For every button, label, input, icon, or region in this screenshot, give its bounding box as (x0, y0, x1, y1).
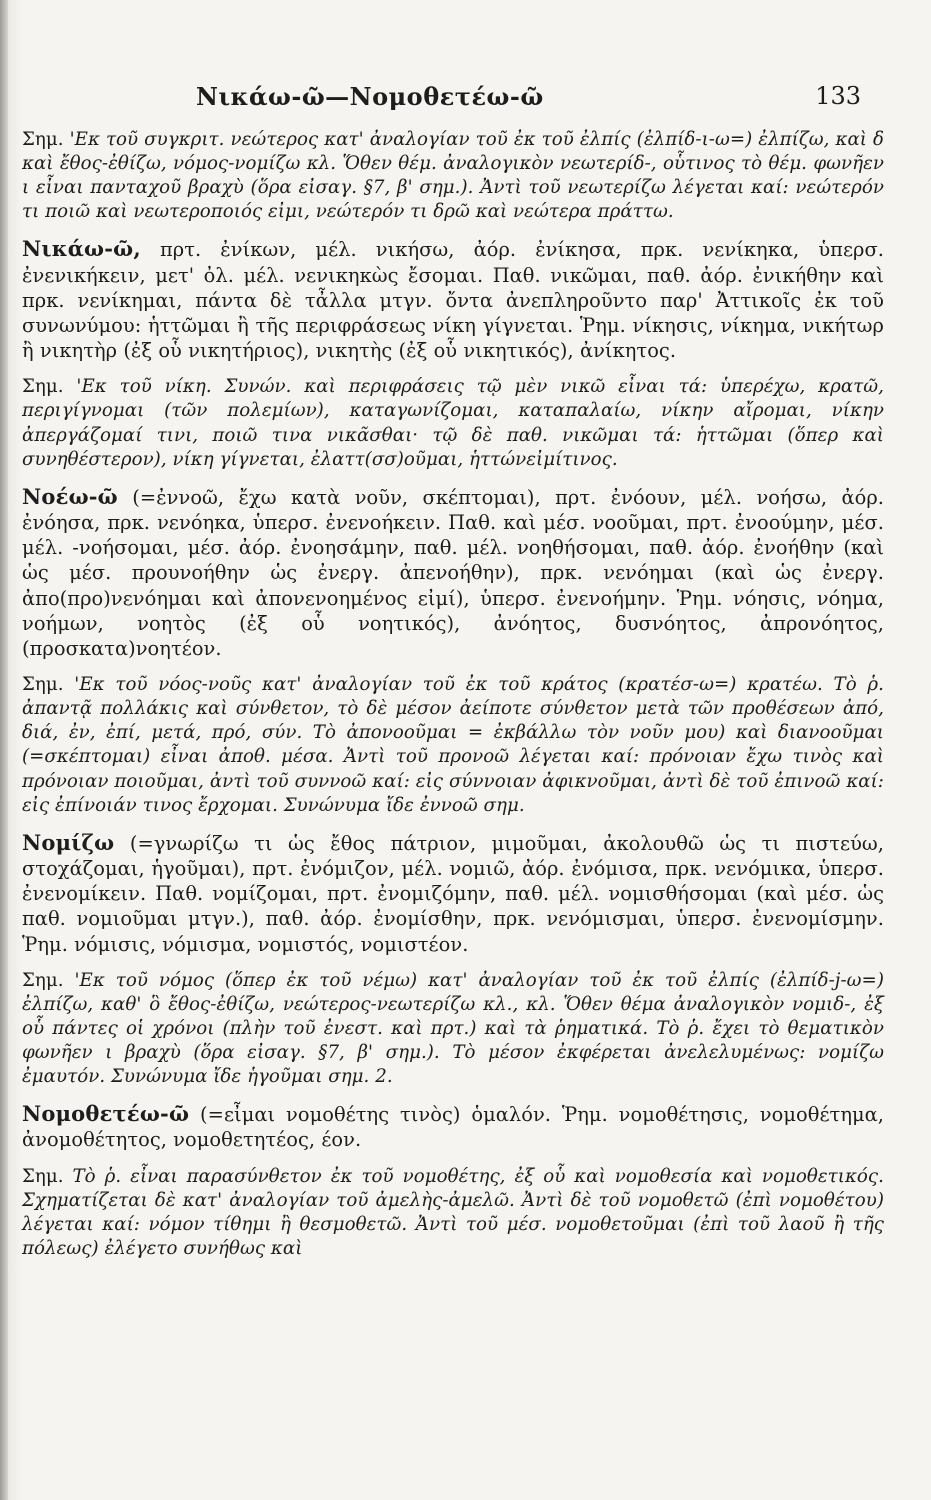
dictionary-content (22, 128, 884, 1273)
note-paragraph (22, 1165, 884, 1261)
note-paragraph (22, 673, 884, 818)
note-lead: Σημ. (22, 674, 64, 696)
running-title: Νικάω-ῶ—Νομοθετέω-ῶ (196, 82, 544, 111)
note-lead: Σημ. (22, 969, 64, 991)
entry-text: (=εἶμαι νομοθέτης τινὸς) ὁμαλόν. Ῥημ. νομοθέτησις, νομοθέτημα, ἀνομοθέτητος, νομοθετητέος, έον. (22, 1103, 884, 1152)
note-text: 'Εκ τοῦ νίκη. Συνών. καὶ περιφράσεις τῷ μὲν νικῶ εἶναι τά: ὑπερέχω, κρατῶ, περιγίγνομαι (τῶν πολεμίων), καταγωνίζομαι, καταπαλαίω, νίκην αἴρομαι, νίκην ἀπεργάζομαί τινι, ποιῶ τινα νικᾶσθαι· τῷ δὲ παθ. νικῶμαι τά: ἡττῶμαι (ὅπερ καὶ συνηθέστερον), νίκη γίγνεται, ἐλαττ(σσ)οῦμαι, ἡττώνεἰμίτινος. (22, 376, 884, 470)
note-paragraph (22, 375, 884, 471)
dictionary-entry (22, 830, 884, 957)
note-paragraph (22, 969, 884, 1089)
note-text: 'Εκ τοῦ συγκριτ. νεώτερος κατ' ἀναλογίαν τοῦ ἐκ τοῦ ἐλπίς (ἐλπίδ-ι-ω=) ἐλπίζω, καὶ δ καὶ ἔθος-ἐθίζω, νόμος-νομίζω κλ. Ὅθεν θέμ. ἀναλογικὸν νεωτερίδ-, οὗτινος τὸ θέμ. φωνῆεν ι εἶναι πανταχοῦ βραχὺ (ὅρα εἰσαγ. §7, β' σημ.). Ἀντὶ τοῦ νεωτερίζω λέγεται καί: νεώτερόν τι ποιῶ καὶ νεωτεροποιός εἰμι, νεώτερόν τι δρῶ καὶ νεώτερα πράττω. (22, 129, 884, 223)
entry-headword: Νικάω-ῶ, (22, 236, 141, 262)
note-lead: Σημ. (22, 376, 64, 398)
page-number: 133 (815, 82, 861, 110)
note-paragraph (22, 128, 884, 224)
note-lead: Σημ. (22, 1165, 64, 1187)
note-lead: Σημ. (22, 129, 64, 150)
dictionary-entry (22, 236, 884, 363)
entry-headword: Νομοθετέω-ῶ (22, 1101, 190, 1127)
entry-text: (=ἐννοῶ, ἔχω κατὰ νοῦν, σκέπτομαι), πρτ. ἐνόουν, μέλ. νοήσω, ἀόρ. ἐνόησα, πρκ. νενόηκα, ὑπερσ. ἐνενοήκειν. Παθ. καὶ μέσ. νοοῦμαι, πρτ. ἐνοούμην, μέσ. μέλ. -νοήσομαι, μέσ. ἀόρ. ἐνοησάμην, παθ. μέλ. νοηθήσομαι, παθ. ἀόρ. ἐνοήθην (καὶ ὡς μέσ. προυνοήθην ὡς ἐνεργ. ἀπενοήθην), πρκ. νενόημαι (καὶ ὡς ἐνεργ. ἀπο(προ)νενόημαι καὶ ἀπονενοημένος εἰμί), ὑπερσ. ἐνενοήμην. Ῥημ. νόησις, νόημα, νοήμων, νοητὸς (ἐξ οὗ νοητικός), ἀνόητος, δυσνόητος, ἀπρονόητος, (προσκατα)νοητέον. (22, 485, 884, 660)
page-spine-shadow (0, 0, 8, 1500)
entry-text: πρτ. ἐνίκων, μέλ. νικήσω, ἀόρ. ἐνίκησα, πρκ. νενίκηκα, ὑπερσ. ἐνενικήκειν, μετ' ὀλ. μέλ. νενικηκὼς ἔσομαι. Παθ. νικῶμαι, παθ. ἀόρ. ἐνικήθην καὶ πρκ. νενίκημαι, πάντα δὲ τἆλλα μτγν. ὄντα ἀνεπληροῦντο παρ' Ἀττικοῖς ἐκ τοῦ συνωνύμου: ἡττῶμαι ἢ τῆς περιφράσεως νίκη γίγνεται. Ῥημ. νίκησις, νίκημα, νικήτωρ ἢ νικητὴρ (ἐξ οὗ νικητήριος), νικητὴς (ἐξ οὗ νικητικός), ἀνίκητος. (22, 238, 884, 363)
running-header (0, 82, 931, 118)
note-text: 'Εκ τοῦ νόμος (ὅπερ ἐκ τοῦ νέμω) κατ' ἀναλογίαν τοῦ ἐκ τοῦ ἐλπίς (ἐλπίδ-j-ω=) ἐλπίζω, καθ' ὃ ἔθος-ἐθίζω, νεώτερος-νεωτερίζω κλ., κλ. Ὅθεν θέμα ἀναλογικὸν νομιδ-, ἐξ οὗ πάντες οἱ χρόνοι (πλὴν τοῦ ἐνεστ. καὶ πρτ.) καὶ τὰ ῥηματικά. Τὸ ῥ. ἔχει τὸ θεματικὸν φωνῆεν ι βραχὺ (ὅρα εἰσαγ. §7, β' σημ.). Τὸ μέσον ἐκφέρεται ἀνελελυμένως: νομίζω ἐμαυτόν. Συνώνυμα ἴδε ἡγοῦμαι σημ. 2. (22, 969, 884, 1088)
entry-headword: Νομίζω (22, 829, 115, 855)
dictionary-entry (22, 1101, 884, 1152)
note-text: Τὸ ῥ. εἶναι παρασύνθετον ἐκ τοῦ νομοθέτης, ἐξ οὗ καὶ νομοθεσία καὶ νομοθετικός. Σχηματίζεται δὲ κατ' ἀναλογίαν τοῦ ἀμελὴς-ἀμελῶ. Ἀντὶ δὲ τοῦ νομοθετῶ (ἐπὶ νομοθέτου) λέγεται καί: νόμον τίθημι ἢ θεσμοθετῶ. Ἀντὶ τοῦ μέσ. νομοθετοῦμαι (ἐπὶ τοῦ λαοῦ ἢ τῆς πόλεως) ἐλέγετο συνήθως καὶ (22, 1165, 884, 1259)
entry-text: (=γνωρίζω τι ὡς ἔθος πάτριον, μιμοῦμαι, ἀκολουθῶ ὡς τι πιστεύω, στοχάζομαι, ἡγοῦμαι), πρτ. ἐνόμιζον, μέλ. νομιῶ, ἀόρ. ἐνόμισα, πρκ. νενόμικα, ὑπερσ. ἐνενομίκειν. Παθ. νομίζομαι, πρτ. ἐνομιζόμην, παθ. μέλ. νομισθήσομαι (καὶ μέσ. ὡς παθ. νομιοῦμαι μτγν.), παθ. ἀόρ. ἐνομίσθην, πρκ. νενόμισμαι, ὑπερσ. ἐνενομίσμην. Ῥημ. νόμισις, νόμισμα, νομιστός, νομιστέον. (22, 831, 884, 956)
dictionary-entry (22, 484, 884, 661)
entry-headword: Νοέω-ῶ (22, 483, 118, 509)
note-text: 'Εκ τοῦ νόος-νοῦς κατ' ἀναλογίαν τοῦ ἐκ τοῦ κράτος (κρατέσ-ω=) κρατέω. Τὸ ῥ. ἀπαντᾷ πολλάκις καὶ σύνθετον, τὸ δὲ μέσον ἀείποτε σύνθετον μετὰ τῶν προθέσεων ἀπό, διά, ἐν, ἐπί, μετά, πρό, σύν. Τὸ ἀπονοοῦμαι = ἐκβάλλω τὸν νοῦν μου) καὶ διανοοῦμαι (=σκέπτομαι) εἶναι ἀποθ. μέσα. Ἀντὶ τοῦ προνοῶ λέγεται καί: πρόνοιαν ἔχω τινὸς καὶ πρόνοιαν ποιοῦμαι, ἀντὶ τοῦ συννοῶ καί: εἰς σύννοιαν ἀφικνοῦμαι, ἀντὶ δὲ τοῦ ἐπινοῶ καί: εἰς ἐπίνοιάν τινος ἔρχομαι. Συνώνυμα ἴδε ἐννοῶ σημ. (22, 674, 884, 816)
